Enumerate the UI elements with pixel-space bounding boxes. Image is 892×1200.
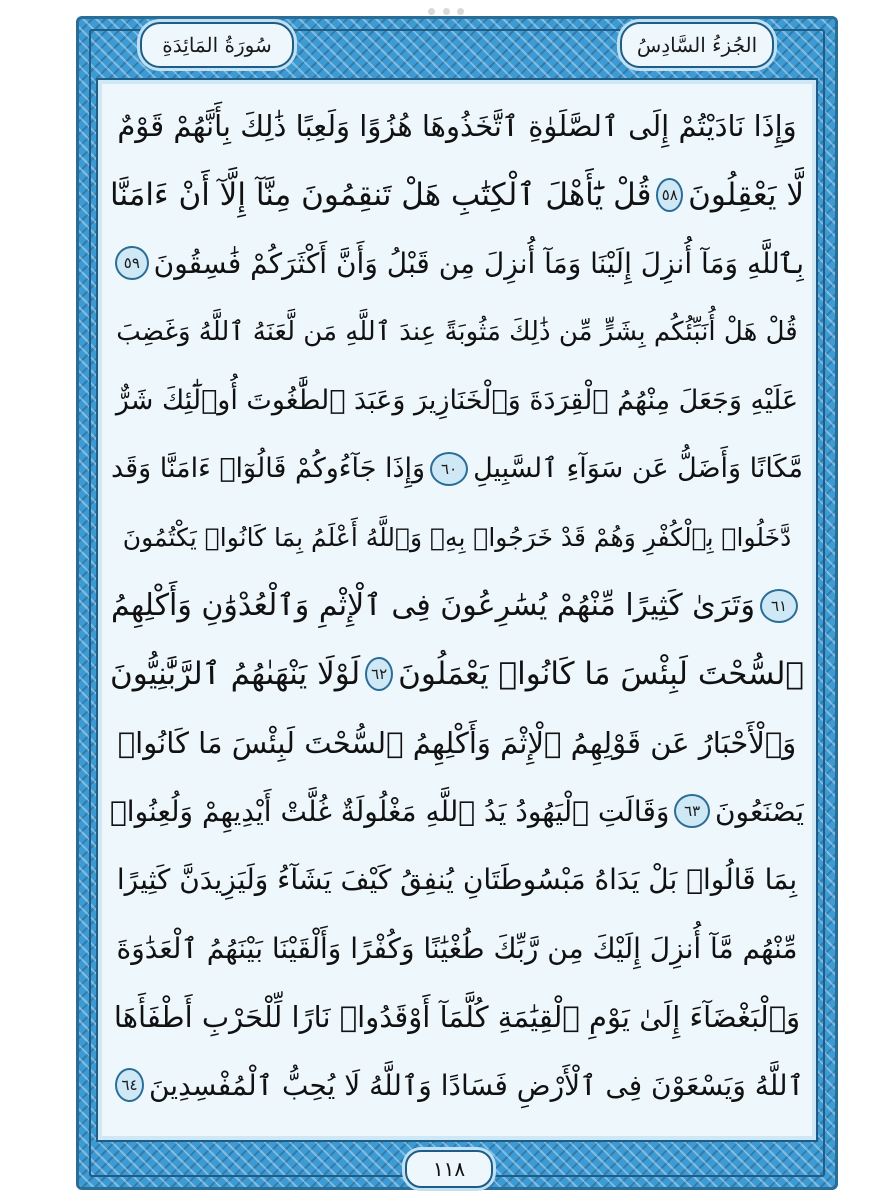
line-text: ٱللَّهُ وَيَسْعَوْنَ فِى ٱلْأَرْضِ فَسَادًا وَٱللَّهُ لَا يُحِبُّ ٱلْمُفْسِدِينَ	[148, 1068, 804, 1102]
line-text: بِٱللَّهِ وَمَآ أُنزِلَ إِلَيْنَا وَمَآ أُنزِلَ مِن قَبْلُ وَأَنَّ أَكْثَرَكُمْ فَٰسِقُونَ	[153, 246, 804, 280]
line-text: يَصْنَعُونَ	[714, 794, 804, 828]
line-text: قُلْ هَلْ أُنَبِّئُكُم بِشَرٍّ مِّن ذَٰلِكَ مَثُوبَةً عِندَ ٱللَّهِ مَن لَّعَنَهُ ٱللَّهُ وَغَضِبَ	[116, 316, 798, 347]
page-number: ١١٨	[432, 1157, 466, 1181]
juz-name-cartouche	[620, 22, 774, 68]
page-number-badge	[405, 1150, 493, 1188]
line-text: مِّنْهُم مَّآ أُنزِلَ إِلَيْكَ مِن رَّبِّكَ طُغْيَٰنًا وَكُفْرًا وَأَلْقَيْنَا بَيْنَهُمُ ٱلْعَدَٰوَةَ	[116, 931, 798, 965]
verse-line-8	[110, 572, 804, 641]
line-text: قُلْ يَٰٓأَهْلَ ٱلْكِتَٰبِ هَلْ تَنقِمُونَ مِنَّآ إِلَّآ أَنْ ءَامَنَّا	[110, 176, 652, 213]
verse-line-15	[110, 1051, 804, 1120]
surah-name-cartouche	[140, 22, 294, 68]
verse-line-12	[110, 846, 804, 915]
ayah-number-marker: ٥٩	[115, 246, 149, 280]
verse-line-4	[110, 298, 804, 367]
surah-name: سُورَةُ المَائِدَةِ	[162, 33, 272, 57]
dot	[428, 8, 435, 15]
ayah-number-marker: ٦٣	[674, 794, 710, 828]
verse-line-7	[110, 503, 804, 572]
line-text: وَٱلْأَحْبَارُ عَن قَوْلِهِمُ ٱلْإِثْمَ وَأَكْلِهِمُ ٱلسُّحْتَ لَبِئْسَ مَا كَانُوا۟	[117, 725, 797, 760]
line-text: لَّا يَعْقِلُونَ	[688, 176, 804, 213]
verse-line-6	[110, 435, 804, 504]
ayah-number-marker: ٦٠	[430, 452, 468, 486]
juz-name: الجُزءُ السَّادِسُ	[636, 33, 758, 57]
verse-line-1	[110, 92, 804, 161]
ayah-number-marker: ٦٤	[115, 1068, 144, 1102]
line-text: عَلَيْهِ وَجَعَلَ مِنْهُمُ ٱلْقِرَدَةَ وَٱلْخَنَازِيرَ وَعَبَدَ ٱلطَّٰغُوتَ أُو۟لَٰٓئِكَ شَرٌّ	[115, 384, 799, 416]
line-text: مَّكَانًا وَأَضَلُّ عَن سَوَآءِ ٱلسَّبِيلِ	[473, 453, 803, 485]
line-text: وَتَرَىٰ كَثِيرًا مِّنْهُمْ يُسَٰرِعُونَ فِى ٱلْإِثْمِ وَٱلْعُدْوَٰنِ وَأَكْلِهِمُ	[110, 588, 756, 624]
line-text: وَإِذَا جَآءُوكُمْ قَالُوٓا۟ ءَامَنَّا وَقَد	[111, 453, 426, 485]
verse-line-5	[110, 366, 804, 435]
line-text: وَقَالَتِ ٱلْيَهُودُ يَدُ ٱللَّهِ مَغْلُولَةٌ غُلَّتْ أَيْدِيهِمْ وَلُعِنُوا۟	[110, 794, 670, 828]
verse-line-11	[110, 777, 804, 846]
ayah-number-marker: ٥٨	[656, 178, 683, 212]
line-text: لَوْلَا يَنْهَىٰهُمُ ٱلرَّبَّٰنِيُّونَ	[110, 656, 361, 693]
dot	[457, 8, 464, 15]
verse-line-2	[110, 161, 804, 230]
line-text: وَٱلْبَغْضَآءَ إِلَىٰ يَوْمِ ٱلْقِيَٰمَةِ كُلَّمَآ أَوْقَدُوا۟ نَارًا لِّلْحَرْبِ أَطْفَأَهَا	[113, 999, 801, 1034]
line-text: بِمَا قَالُوا۟ بَلْ يَدَاهُ مَبْسُوطَتَانِ يُنفِقُ كَيْفَ يَشَآءُ وَلَيَزِيدَنَّ كَثِيرًا	[116, 863, 798, 897]
line-text: ٱلسُّحْتَ لَبِئْسَ مَا كَانُوا۟ يَعْمَلُونَ	[398, 656, 804, 693]
line-text: وَإِذَا نَادَيْتُمْ إِلَى ٱلصَّلَوٰةِ ٱتَّخَذُوهَا هُزُوًا وَلَعِبًا ذَٰلِكَ بِأَنَّهُمْ قَوْمٌ	[117, 109, 797, 144]
dot	[443, 8, 450, 15]
page-indicator-dots	[428, 8, 464, 16]
verse-line-3	[110, 229, 804, 298]
line-text: دَّخَلُوا۟ بِٱلْكُفْرِ وَهُمْ قَدْ خَرَجُوا۟ بِهِۦ وَٱللَّهُ أَعْلَمُ بِمَا كَانُوا۟ يَكْتُمُونَ	[122, 522, 792, 552]
verse-line-13	[110, 914, 804, 983]
verse-line-14	[110, 983, 804, 1052]
ayah-number-marker: ٦٢	[365, 657, 393, 691]
ayah-number-marker: ٦١	[760, 589, 798, 623]
verse-line-10	[110, 709, 804, 778]
verse-lines	[110, 92, 804, 1128]
verse-line-9	[110, 640, 804, 709]
